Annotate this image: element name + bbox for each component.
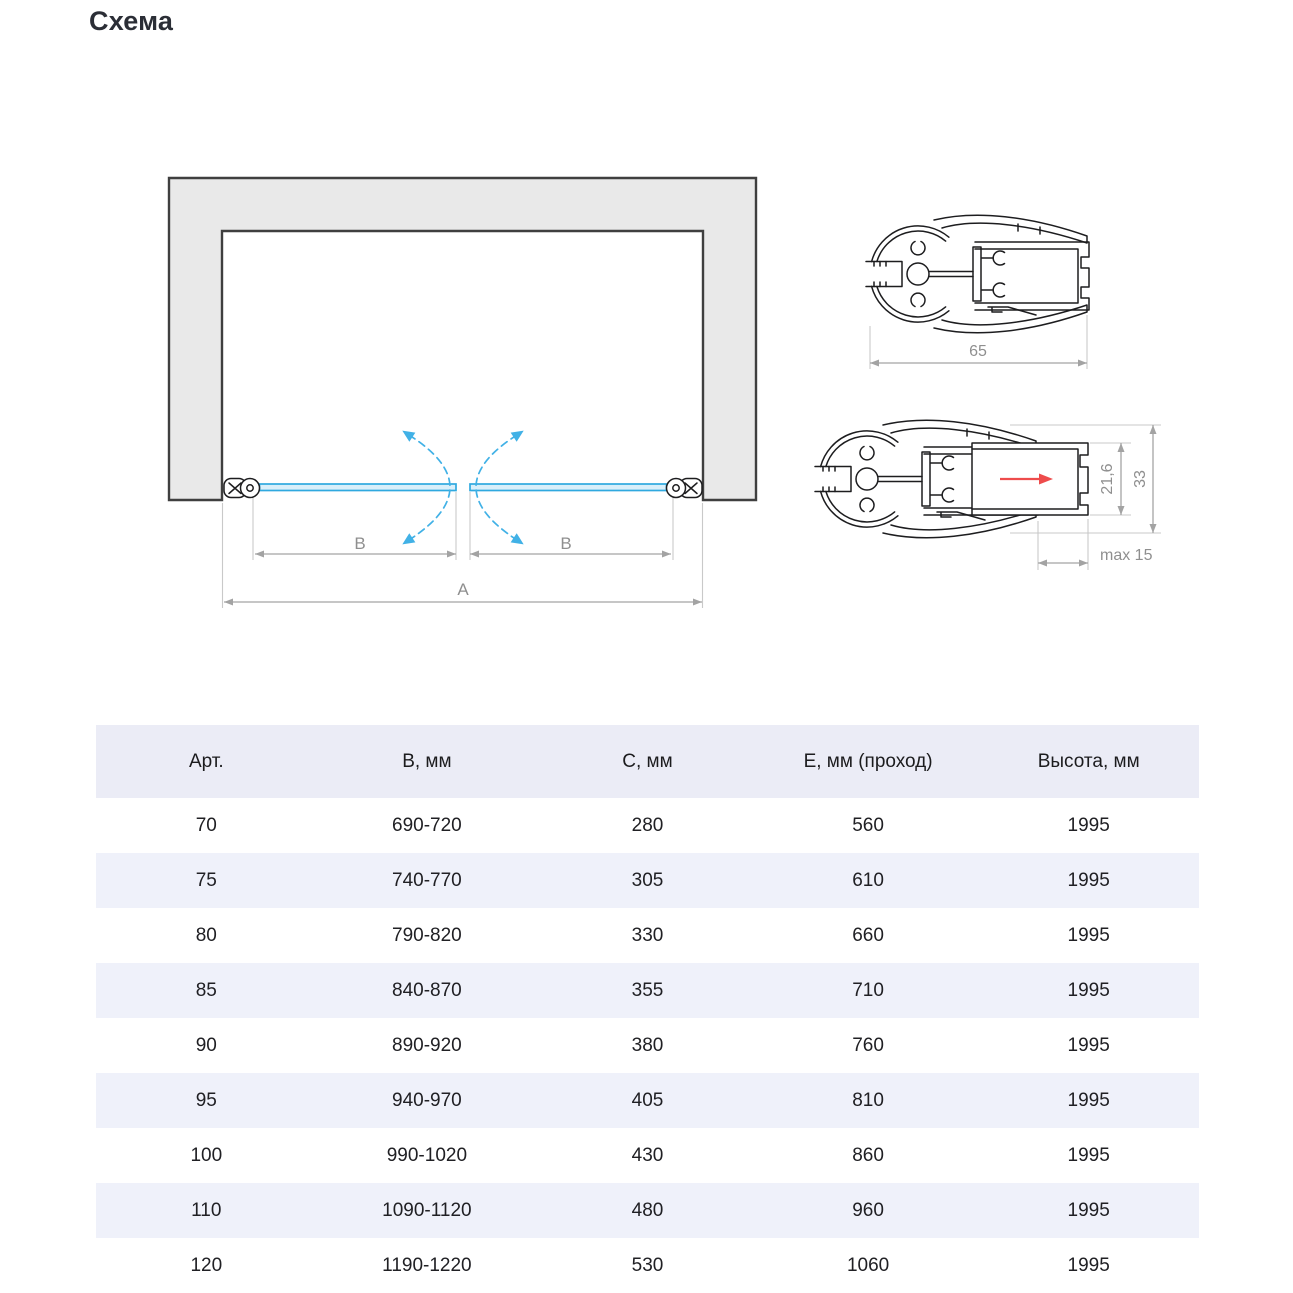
table-cell: 810	[758, 1073, 979, 1128]
table-cell: 710	[758, 963, 979, 1018]
table-cell: 120	[190, 1254, 223, 1276]
table-cell: 560	[852, 814, 884, 836]
dimension-65	[870, 315, 1087, 369]
table-row	[96, 798, 1199, 853]
spec-table	[96, 725, 1199, 1293]
table-row	[96, 1018, 1199, 1073]
dimension-21-6	[1090, 443, 1131, 515]
table-cell: 530	[631, 1254, 664, 1276]
table-row	[96, 963, 1199, 1018]
table-cell: 660	[852, 924, 884, 946]
table-cell: 1060	[846, 1254, 890, 1276]
table-cell: 70	[195, 814, 217, 836]
header-row	[96, 725, 1199, 798]
table-cell: 380	[631, 1034, 664, 1056]
profile-section-bottom	[815, 420, 1088, 538]
wall-opening	[169, 178, 756, 500]
table-cell: 1995	[1067, 814, 1110, 836]
column-header: Е, мм (проход)	[758, 725, 979, 798]
table-cell: 610	[758, 853, 979, 908]
dim-label-33: 33	[1132, 470, 1149, 488]
table-cell: 740-770	[317, 853, 538, 908]
table-row	[96, 853, 1199, 908]
column-header: Высота, мм	[978, 725, 1199, 798]
table-cell: 75	[96, 853, 317, 908]
table-row	[96, 1073, 1199, 1128]
table-row	[96, 1128, 1199, 1183]
table-cell: 1090-1120	[317, 1183, 538, 1238]
table-cell: 80	[195, 924, 217, 946]
dimension-a	[224, 580, 702, 606]
spec-table-body	[96, 798, 1199, 1293]
table-cell: 90	[195, 1034, 217, 1056]
table-cell: 1995	[978, 1183, 1199, 1238]
spec-table-header	[96, 725, 1199, 798]
dimension-b-right	[470, 534, 671, 558]
table-cell: 1995	[1067, 1144, 1110, 1166]
hinge-right	[667, 479, 703, 498]
table-cell: 1995	[978, 1073, 1199, 1128]
table-cell: 760	[852, 1034, 884, 1056]
table-cell: 1995	[1067, 924, 1110, 946]
table-cell: 280	[631, 814, 664, 836]
table-cell: 330	[631, 924, 664, 946]
table-cell: 355	[537, 963, 758, 1018]
table-cell: 1995	[978, 853, 1199, 908]
glass-door-right	[470, 484, 667, 491]
dimension-b-left	[255, 534, 456, 558]
table-cell: 840-870	[317, 963, 538, 1018]
table-cell: 890-920	[392, 1034, 462, 1056]
table-cell: 990-1020	[386, 1144, 468, 1166]
table-row	[96, 908, 1199, 963]
table-cell: 1190-1220	[382, 1254, 472, 1276]
table-cell: 100	[190, 1144, 223, 1166]
dimension-max-15	[1038, 519, 1153, 570]
dim-label-a: A	[457, 580, 469, 599]
dim-label-b-left: B	[354, 534, 366, 553]
column-header: В, мм	[317, 725, 538, 798]
glass-door-left	[260, 484, 457, 491]
table-cell: 1995	[1067, 1034, 1110, 1056]
hinge-left	[224, 479, 260, 498]
table-row	[96, 1183, 1199, 1238]
dim-label-65: 65	[969, 343, 987, 360]
dim-label-max-15: max 15	[1100, 547, 1153, 564]
table-row	[96, 1238, 1199, 1293]
page-title: Схема	[89, 6, 174, 36]
table-cell: 430	[631, 1144, 664, 1166]
table-cell: 305	[537, 853, 758, 908]
table-cell: 940-970	[317, 1073, 538, 1128]
table-cell: 960	[758, 1183, 979, 1238]
table-cell: 480	[537, 1183, 758, 1238]
table-cell: 405	[537, 1073, 758, 1128]
table-cell: 690-720	[392, 814, 462, 836]
column-header: Арт.	[96, 725, 317, 798]
column-header: С, мм	[537, 725, 758, 798]
table-cell: 95	[96, 1073, 317, 1128]
table-cell: 860	[852, 1144, 884, 1166]
table-cell: 1995	[978, 963, 1199, 1018]
profile-section-top	[866, 215, 1089, 333]
table-cell: 1995	[1067, 1254, 1110, 1276]
table-cell: 110	[96, 1183, 317, 1238]
dim-label-21-6: 21,6	[1099, 463, 1116, 495]
table-cell: 85	[96, 963, 317, 1018]
table-cell: 790-820	[392, 924, 462, 946]
dim-label-b-right: B	[560, 534, 572, 553]
